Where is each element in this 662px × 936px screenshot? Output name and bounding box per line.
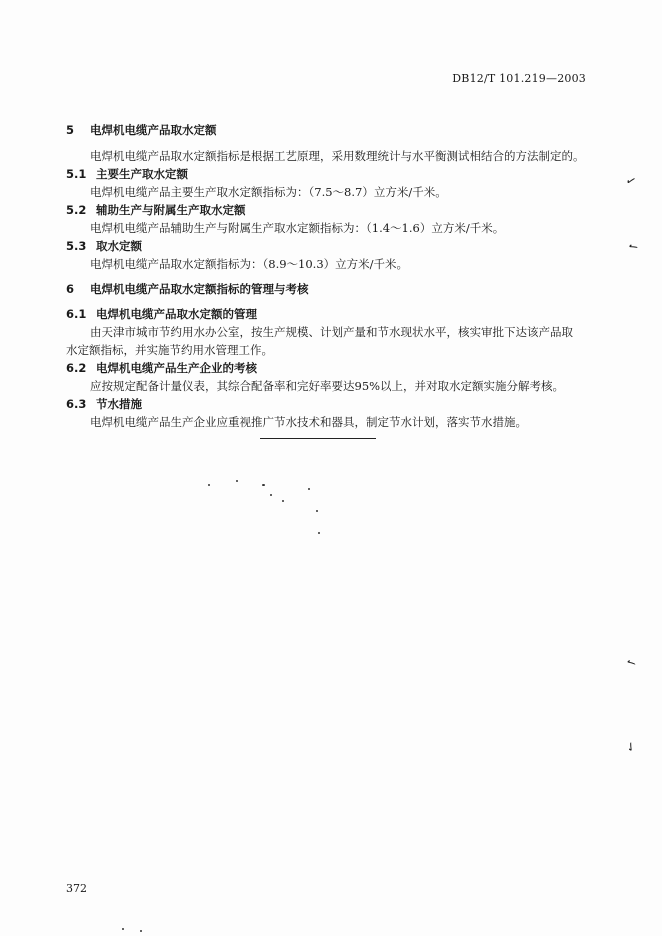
scan-speck <box>236 480 238 482</box>
section-5-intro <box>66 147 596 165</box>
page-number: 372 <box>66 882 87 895</box>
subsection-heading <box>66 237 596 255</box>
subsection-title: 取水定额 <box>96 239 142 253</box>
subsection-heading <box>66 305 596 323</box>
paragraph: 应按规定配备计量仪表，其综合配备率和完好率要达95%以上，并对取水定额实施分解考核。 <box>90 379 565 393</box>
section-number: 5 <box>66 123 75 137</box>
scan-speck <box>318 532 320 534</box>
scan-speck <box>208 484 210 486</box>
subsection-number: 6.2 <box>66 361 87 375</box>
scan-speck <box>308 488 310 490</box>
margin-mark: ✓ <box>622 655 640 671</box>
section-6-2 <box>66 359 596 395</box>
subsection-heading <box>66 201 596 219</box>
subsection-title: 节水措施 <box>96 397 142 411</box>
margin-mark: ✓ <box>624 239 642 255</box>
section-6-1 <box>66 305 596 359</box>
section-5-3 <box>66 237 596 273</box>
end-separator-line <box>260 438 376 439</box>
section-5 <box>66 121 596 139</box>
section-title: 电焊机电缆产品取水定额 <box>90 123 217 137</box>
section-5-2 <box>66 201 596 237</box>
paragraph: 电焊机电缆产品主要生产取水定额指标为：（7.5～8.7）立方米/千米。 <box>90 185 447 199</box>
subsection-title: 电焊机电缆产品取水定额的管理 <box>96 307 257 321</box>
paragraph: 由天津市城市节约用水办公室，按生产规模、计划产量和节水现状水平，核实审批下达该产品取水定额指标，并实施节约用水管理工作。 <box>66 325 573 357</box>
paragraph: 电焊机电缆产品辅助生产与附属生产取水定额指标为：（1.4～1.6）立方米/千米。 <box>90 221 505 235</box>
section-6 <box>66 280 596 298</box>
scan-speck <box>122 928 124 930</box>
scan-speck <box>282 500 284 502</box>
section-title: 电焊机电缆产品取水定额指标的管理与考核 <box>90 282 309 296</box>
subsection-number: 6.3 <box>66 397 87 411</box>
standard-code: DB12/T 101.219—2003 <box>452 72 586 85</box>
subsection-heading <box>66 359 596 377</box>
paragraph: 电焊机电缆产品取水定额指标为：（8.9～10.3）立方米/千米。 <box>90 257 409 271</box>
subsection-title: 辅助生产与附属生产取水定额 <box>96 203 246 217</box>
scan-speck <box>140 930 142 932</box>
margin-mark: ✓ <box>623 172 639 190</box>
section-6-3 <box>66 395 596 431</box>
subsection-number: 6.1 <box>66 307 87 321</box>
paragraph: 电焊机电缆产品生产企业应重视推广节水技术和器具，制定节水计划，落实节水措施。 <box>90 415 527 429</box>
subsection-number: 5.3 <box>66 239 87 253</box>
subsection-number: 5.1 <box>66 167 87 181</box>
section-5-1 <box>66 165 596 201</box>
section-heading <box>66 121 596 139</box>
section-heading <box>66 280 596 298</box>
subsection-title: 电焊机电缆产品生产企业的考核 <box>96 361 257 375</box>
scan-speck <box>316 510 318 512</box>
subsection-heading <box>66 165 596 183</box>
paragraph: 电焊机电缆产品取水定额指标是根据工艺原理，采用数理统计与水平衡测试相结合的方法制定的。 <box>90 149 585 163</box>
margin-mark: ✓ <box>622 738 640 756</box>
scan-speck <box>270 494 272 496</box>
section-number: 6 <box>66 282 75 296</box>
subsection-title: 主要生产取水定额 <box>96 167 188 181</box>
subsection-number: 5.2 <box>66 203 87 217</box>
subsection-heading <box>66 395 596 413</box>
scan-speck <box>262 484 265 486</box>
